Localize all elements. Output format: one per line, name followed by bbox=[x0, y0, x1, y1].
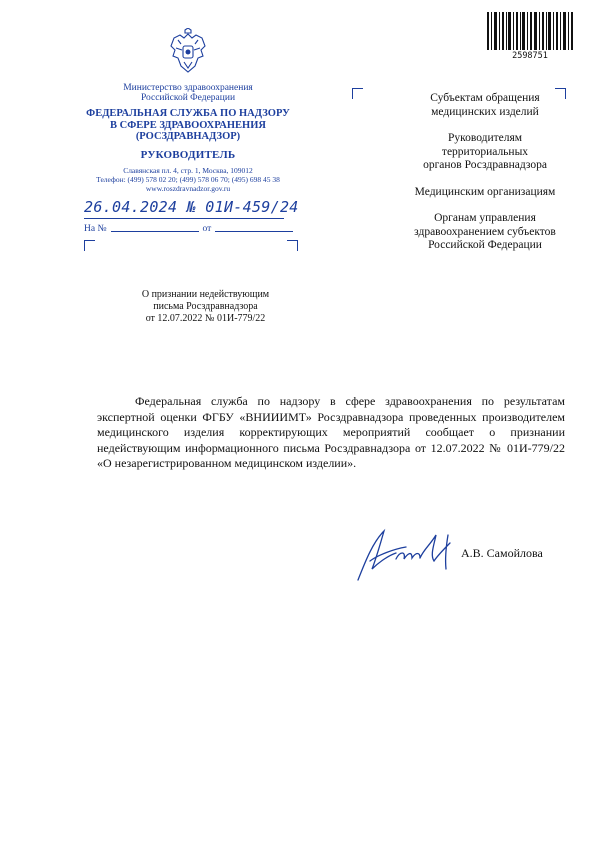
subject-line: от 12.07.2022 № 01И-779/22 bbox=[145, 313, 266, 324]
signer-name: А.В. Самойлова bbox=[461, 546, 543, 560]
phone-line: Телефон: (499) 578 02 20; (499) 578 06 70; (495) 698 45 38 bbox=[96, 174, 280, 184]
subject-line: О признании недействующим bbox=[141, 289, 270, 300]
addressee-line: медицинских изделий bbox=[431, 105, 539, 118]
handwritten-signature bbox=[350, 525, 460, 585]
corner-mark-top-right bbox=[287, 240, 298, 251]
addressee-line: здравоохранением субъектов bbox=[414, 225, 556, 238]
ref-from-label: от bbox=[202, 224, 212, 234]
ministry-line: Министерство здравоохранения bbox=[123, 83, 253, 93]
reference-row bbox=[84, 224, 293, 234]
corner-mark-addressee-left bbox=[352, 88, 363, 99]
letter-subject bbox=[118, 289, 293, 325]
barcode-number: 2598751 bbox=[512, 51, 548, 61]
agency-name bbox=[60, 108, 316, 143]
agency-line: В СФЕРЕ ЗДРАВООХРАНЕНИЯ bbox=[110, 119, 266, 131]
addressee-line: органов Росздравнадзора bbox=[423, 159, 547, 171]
registration-number-handwritten: 26.04.2024 № 01И-459/24 bbox=[84, 198, 299, 216]
barcode bbox=[487, 12, 573, 50]
addressee-block bbox=[395, 92, 575, 266]
ministry-line: Российской Федерации bbox=[140, 93, 236, 103]
addressee-line: Субъектам обращения bbox=[430, 92, 540, 104]
subject-line: письма Росздравнадзора bbox=[153, 301, 258, 312]
agency-line: ФЕДЕРАЛЬНАЯ СЛУЖБА ПО НАДЗОРУ bbox=[86, 108, 290, 119]
addressee-item bbox=[395, 186, 575, 200]
ref-number-blank bbox=[111, 231, 199, 232]
addressee-line: Российской Федерации bbox=[428, 239, 542, 251]
website-link: www.roszdravnadzor.gov.ru bbox=[145, 183, 231, 193]
ref-date-blank bbox=[215, 231, 293, 232]
agency-address bbox=[60, 167, 316, 193]
ministry-name bbox=[60, 83, 316, 103]
corner-mark-top-left bbox=[84, 240, 95, 251]
addressee-line: Руководителям bbox=[447, 132, 523, 144]
head-title: РУКОВОДИТЕЛЬ bbox=[140, 149, 236, 161]
addressee-item bbox=[395, 92, 575, 119]
addressee-line: территориальных bbox=[441, 145, 529, 158]
address-line: Славянская пл. 4, стр. 1, Москва, 109012 bbox=[123, 166, 253, 175]
addressee-line: Медицинским организациям bbox=[414, 185, 556, 198]
addressee-line: Органам управления bbox=[434, 212, 536, 224]
ref-label: На № bbox=[84, 224, 107, 234]
agency-line: (РОСЗДРАВНАДЗОР) bbox=[135, 131, 241, 142]
coat-of-arms-emblem bbox=[168, 28, 208, 76]
letter-body: Федеральная служба по надзору в сфере здравоохранения по результатам экспертной оценки ФГБУ «ВНИИИМТ» Росздравнадзора проведенных производителем медицинского изделия корректирующих мероприятий сообщает о признании недействующим информационного письма Росздравнадзора от 12.07.2022 № 01И-779/22 «О незарегистрированном медицинском изделии». bbox=[97, 394, 565, 471]
registration-underline bbox=[84, 218, 284, 219]
addressee-item bbox=[395, 212, 575, 253]
addressee-item bbox=[395, 132, 575, 173]
